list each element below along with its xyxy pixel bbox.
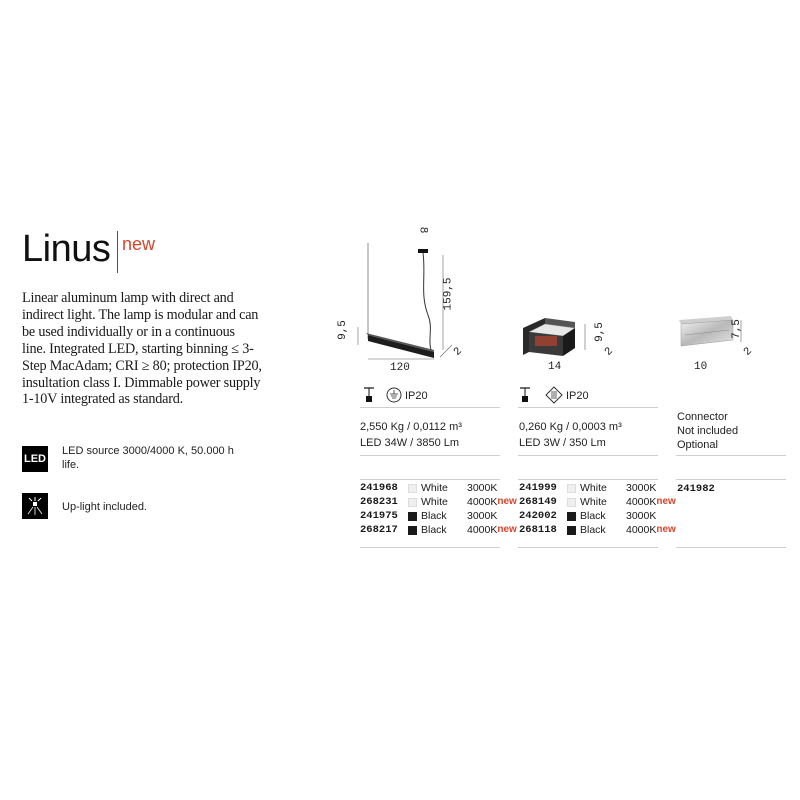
cct: 3000K xyxy=(626,482,657,494)
led-icon: LED xyxy=(22,446,48,472)
divider xyxy=(360,547,500,548)
product-code: 241975 xyxy=(360,510,398,522)
new-badge: new xyxy=(656,524,676,535)
color-swatch xyxy=(567,498,576,507)
pendant-drop-dim: 159,5 xyxy=(442,277,455,311)
divider xyxy=(676,547,786,548)
corner-weight: 0,260 Kg / 0,0003 m³ xyxy=(519,421,622,433)
product-code: 241968 xyxy=(360,482,398,494)
color-swatch xyxy=(567,512,576,521)
color-name: Black xyxy=(580,524,606,536)
color-name: White xyxy=(421,496,448,508)
table-row xyxy=(360,495,517,509)
pendant-mount-icon xyxy=(362,385,402,405)
table-row xyxy=(519,495,676,509)
new-badge xyxy=(497,509,516,523)
product-code: 268118 xyxy=(519,524,557,536)
color-swatch xyxy=(408,526,417,535)
table-row xyxy=(360,509,517,523)
product-code: 242002 xyxy=(519,510,557,522)
color-swatch xyxy=(567,484,576,493)
table-row xyxy=(519,481,676,495)
color-name: White xyxy=(580,482,607,494)
title-divider xyxy=(117,231,118,273)
product-code: 268231 xyxy=(360,496,398,508)
corner-depth-dim: 2 xyxy=(602,345,616,359)
table-row xyxy=(519,523,676,537)
pendant-led: LED 34W / 3850 Lm xyxy=(360,437,460,449)
color-swatch xyxy=(408,512,417,521)
divider xyxy=(676,479,786,480)
divider xyxy=(518,455,658,456)
color-swatch xyxy=(408,484,417,493)
color-swatch xyxy=(567,526,576,535)
table-row xyxy=(360,523,517,537)
corner-mount-icon xyxy=(518,385,564,405)
corner-drawing xyxy=(515,308,595,358)
color-name: Black xyxy=(421,510,447,522)
corner-codes-table xyxy=(519,481,676,537)
cct: 3000K xyxy=(467,510,498,522)
new-badge xyxy=(497,481,516,495)
connector-optional: Optional xyxy=(677,439,718,451)
divider xyxy=(676,455,786,456)
connector-not-included: Not included xyxy=(677,425,739,437)
color-name: Black xyxy=(421,524,447,536)
new-badge: new xyxy=(497,496,517,507)
new-badge xyxy=(656,509,675,523)
divider xyxy=(360,479,500,480)
color-swatch xyxy=(408,498,417,507)
table-row xyxy=(519,509,676,523)
cct: 4000K xyxy=(467,524,498,536)
pendant-canopy-dim: 8 xyxy=(416,226,429,234)
product-code: 268217 xyxy=(360,524,398,536)
divider xyxy=(518,407,658,408)
corner-led: LED 3W / 350 Lm xyxy=(519,437,606,449)
connector-height-dim: 7,5 xyxy=(730,319,743,339)
new-badge: new xyxy=(497,524,517,535)
color-name: White xyxy=(421,482,448,494)
new-badge: new xyxy=(122,234,156,254)
pendant-height-dim: 9,5 xyxy=(336,320,349,340)
table-row xyxy=(360,481,517,495)
divider xyxy=(518,479,658,480)
cct: 4000K xyxy=(467,496,498,508)
corner-ip: IP20 xyxy=(566,390,589,402)
connector-depth-dim: 2 xyxy=(741,345,755,359)
connector-width-dim: 10 xyxy=(694,361,708,373)
divider xyxy=(360,455,500,456)
divider xyxy=(360,407,500,408)
up-light-text: Up-light included. xyxy=(62,501,147,513)
divider xyxy=(518,547,658,548)
product-code: 241999 xyxy=(519,482,557,494)
corner-height-dim: 9,5 xyxy=(593,322,606,342)
cct: 4000K xyxy=(626,524,657,536)
cct: 4000K xyxy=(626,496,657,508)
color-name: White xyxy=(580,496,607,508)
connector-code: 241982 xyxy=(677,483,715,495)
cct: 3000K xyxy=(467,482,498,494)
led-source-text: LED source 3000/4000 K, 50.000 h life. xyxy=(62,445,234,471)
pendant-ip: IP20 xyxy=(405,390,428,402)
pendant-width-dim: 120 xyxy=(390,362,410,374)
cct: 3000K xyxy=(626,510,657,522)
pendant-codes-table xyxy=(360,481,517,537)
connector-label: Connector xyxy=(677,411,728,423)
corner-width-dim: 14 xyxy=(548,361,562,373)
up-light-icon xyxy=(22,493,48,519)
product-code: 268149 xyxy=(519,496,557,508)
product-description: Linear aluminum lamp with direct and indirect light. The lamp is modular and can be used individually or in a continuous line. Integrated LED, starting binning ≤ 3-Step MacAdam; CRI ≥ 80; protection IP20, insultation class I. Dimmable power supply 1-10V integrated as standard. xyxy=(22,290,262,408)
new-badge: new xyxy=(656,496,676,507)
pendant-depth-dim: 2 xyxy=(451,345,465,359)
color-name: Black xyxy=(580,510,606,522)
pendant-weight: 2,550 Kg / 0,0112 m³ xyxy=(360,421,462,433)
new-badge xyxy=(656,481,675,495)
product-title: Linus xyxy=(22,228,111,270)
